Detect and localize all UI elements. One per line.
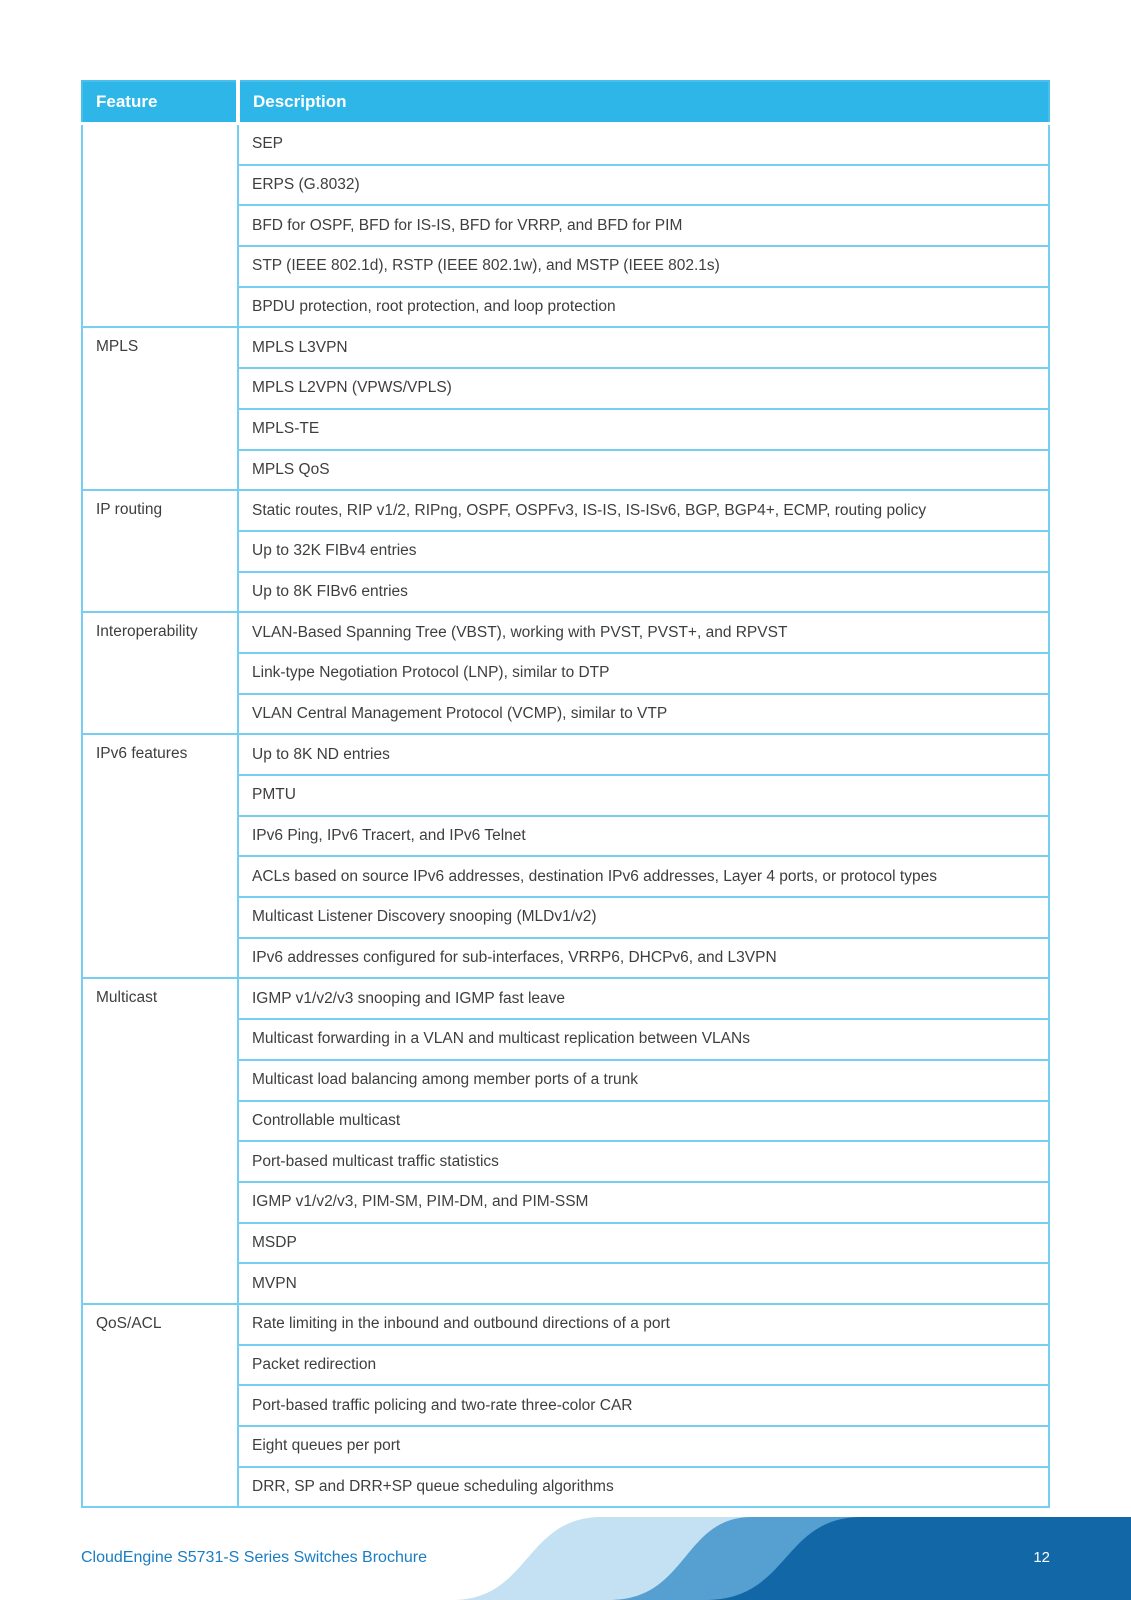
description-cell: BFD for OSPF, BFD for IS-IS, BFD for VRRP, and BFD for PIM (238, 205, 1049, 246)
description-cell: Controllable multicast (238, 1101, 1049, 1142)
table-row (82, 490, 1049, 531)
description-cell: Multicast forwarding in a VLAN and multicast replication between VLANs (238, 1019, 1049, 1060)
description-cell: IPv6 addresses configured for sub-interfaces, VRRP6, DHCPv6, and L3VPN (238, 938, 1049, 979)
description-cell: Multicast load balancing among member ports of a trunk (238, 1060, 1049, 1101)
description-cell: SEP (238, 124, 1049, 165)
description-cell: PMTU (238, 775, 1049, 816)
description-cell: Up to 8K ND entries (238, 734, 1049, 775)
description-cell: IGMP v1/v2/v3 snooping and IGMP fast leave (238, 978, 1049, 1019)
description-cell: MPLS QoS (238, 450, 1049, 491)
feature-cell: IPv6 features (82, 734, 238, 978)
footer-wave-graphic (0, 1455, 1131, 1600)
description-cell: Rate limiting in the inbound and outbound directions of a port (238, 1304, 1049, 1345)
description-cell: MPLS-TE (238, 409, 1049, 450)
feature-cell (82, 124, 238, 328)
feature-table (81, 80, 1050, 1508)
description-cell: MVPN (238, 1263, 1049, 1304)
table-row (82, 734, 1049, 775)
table-row (82, 1304, 1049, 1345)
feature-cell: Interoperability (82, 612, 238, 734)
description-cell: MPLS L2VPN (VPWS/VPLS) (238, 368, 1049, 409)
description-cell: Packet redirection (238, 1345, 1049, 1386)
description-column-header: Description (238, 81, 1049, 124)
description-cell: Port-based traffic policing and two-rate three-color CAR (238, 1385, 1049, 1426)
feature-cell: IP routing (82, 490, 238, 612)
feature-cell: QoS/ACL (82, 1304, 238, 1507)
table-row (82, 327, 1049, 368)
description-cell: Static routes, RIP v1/2, RIPng, OSPF, OSPFv3, IS-IS, IS-ISv6, BGP, BGP4+, ECMP, routing policy (238, 490, 1049, 531)
description-cell: BPDU protection, root protection, and loop protection (238, 287, 1049, 328)
feature-cell: MPLS (82, 327, 238, 490)
description-cell: Multicast Listener Discovery snooping (MLDv1/v2) (238, 897, 1049, 938)
feature-cell: Multicast (82, 978, 238, 1304)
description-cell: Up to 8K FIBv6 entries (238, 572, 1049, 613)
page-number: 12 (1033, 1549, 1050, 1566)
description-cell: DRR, SP and DRR+SP queue scheduling algorithms (238, 1467, 1049, 1508)
description-cell: IGMP v1/v2/v3, PIM-SM, PIM-DM, and PIM-SSM (238, 1182, 1049, 1223)
table-row (82, 124, 1049, 165)
description-cell: STP (IEEE 802.1d), RSTP (IEEE 802.1w), and MSTP (IEEE 802.1s) (238, 246, 1049, 287)
description-cell: ACLs based on source IPv6 addresses, destination IPv6 addresses, Layer 4 ports, or protocol types (238, 856, 1049, 897)
description-cell: ERPS (G.8032) (238, 165, 1049, 206)
table-row (82, 612, 1049, 653)
description-cell: IPv6 Ping, IPv6 Tracert, and IPv6 Telnet (238, 816, 1049, 857)
description-cell: Eight queues per port (238, 1426, 1049, 1467)
table-body (82, 124, 1049, 1508)
description-cell: MSDP (238, 1223, 1049, 1264)
brochure-title: CloudEngine S5731-S Series Switches Brochure (81, 1549, 427, 1566)
description-cell: MPLS L3VPN (238, 327, 1049, 368)
feature-column-header: Feature (82, 81, 238, 124)
description-cell: Link-type Negotiation Protocol (LNP), similar to DTP (238, 653, 1049, 694)
description-cell: Port-based multicast traffic statistics (238, 1141, 1049, 1182)
description-cell: VLAN-Based Spanning Tree (VBST), working with PVST, PVST+, and RPVST (238, 612, 1049, 653)
description-cell: VLAN Central Management Protocol (VCMP), similar to VTP (238, 694, 1049, 735)
table-header-row (82, 81, 1049, 124)
table-row (82, 978, 1049, 1019)
description-cell: Up to 32K FIBv4 entries (238, 531, 1049, 572)
